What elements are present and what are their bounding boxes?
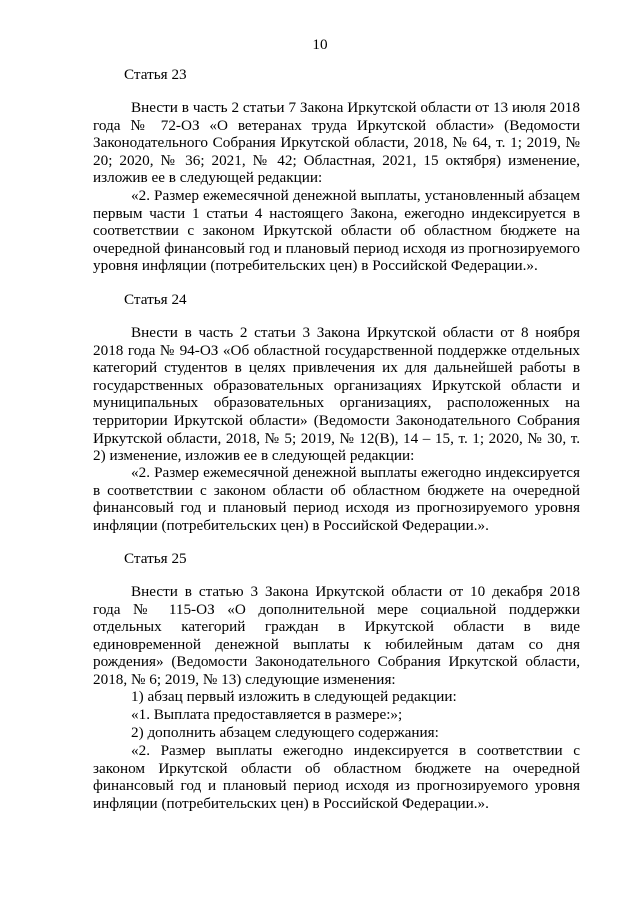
article-heading: Статья 24: [124, 291, 187, 308]
page-number: 10: [312, 36, 328, 53]
article-paragraph: Внести в часть 2 статьи 3 Закона Иркутской области от 8 ноября 2018 года № 94-ОЗ «Об областной государственной поддержке отдельных категорий студентов в целях привлечения их для дальнейшей работы в государственных образовательных организациях Иркутской области и муниципальных образовательных организациях, расположенных на территории Иркутской области» (Ведомости Законодательного Собрания Иркутской области, 2018, № 5; 2019, № 12(В), 14 – 15, т. 1; 2020, № 30, т. 2) изменение, изложив ее в следующей редакции:: [93, 324, 580, 465]
article-paragraph: «2. Размер ежемесячной денежной выплаты, установленный абзацем первым части 1 статьи 4 настоящего Закона, ежегодно индексируется в соответствии с законом Иркутской области об областном бюджете на очередной финансовый год и плановый период исходя из прогнозируемого уровня инфляции (потребительских цен) в Российской Федерации.».: [93, 187, 580, 275]
article-heading: Статья 25: [124, 550, 187, 567]
article-list-item: «1. Выплата предоставляется в размере:»;: [131, 706, 403, 723]
article-heading: Статья 23: [124, 66, 187, 83]
article-paragraph: Внести в статью 3 Закона Иркутской области от 10 декабря 2018 года № 115-ОЗ «О дополнительной мере социальной поддержки отдельных категорий граждан в Иркутской области в виде единовременной денежной выплаты к юбилейным датам со дня рождения» (Ведомости Законодательного Собрания Иркутской области, 2018, № 6; 2019, № 13) следующие изменения:: [93, 583, 580, 688]
article-paragraph: «2. Размер выплаты ежегодно индексируется в соответствии с законом Иркутской области об областном бюджете на очередной финансовый год и плановый период исходя из прогнозируемого уровня инфляции (потребительских цен) в Российской Федерации.».: [93, 742, 580, 812]
article-list-item: 1) абзац первый изложить в следующей редакции:: [131, 688, 457, 705]
article-paragraph: «2. Размер ежемесячной денежной выплаты ежегодно индексируется в соответствии с законом области об областном бюджете на очередной финансовый год и плановый период исходя из прогнозируемого уровня инфляции (потребительских цен) в Российской Федерации.».: [93, 464, 580, 534]
article-list-item: 2) дополнить абзацем следующего содержания:: [131, 724, 439, 741]
article-paragraph: Внести в часть 2 статьи 7 Закона Иркутской области от 13 июля 2018 года № 72-ОЗ «О ветеранах труда Иркутской области» (Ведомости Законодательного Собрания Иркутской области, 2018, № 64, т. 1; 2019, № 20; 2020, № 36; 2021, № 42; Областная, 2021, 15 октября) изменение, изложив ее в следующей редакции:: [93, 99, 580, 187]
